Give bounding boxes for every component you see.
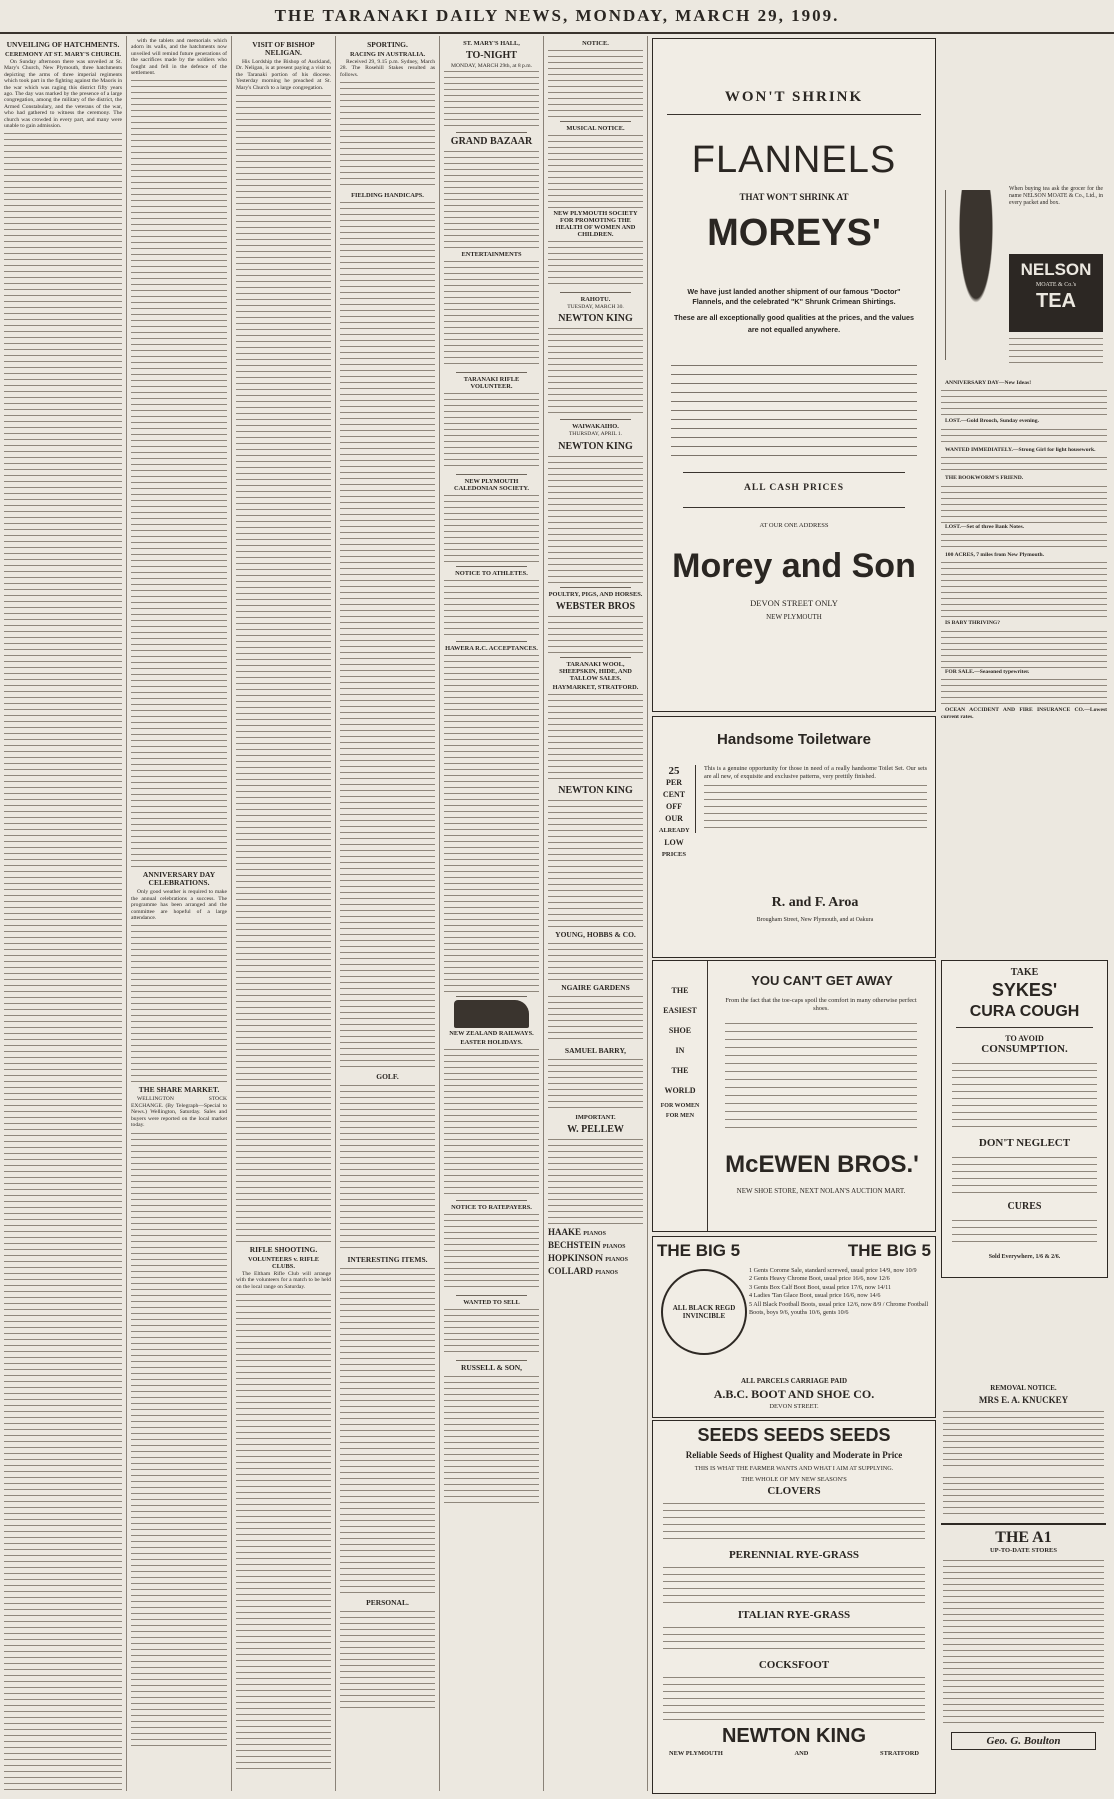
ad-brand: SYKES' [991, 980, 1058, 1000]
classified-filler [941, 532, 1107, 552]
discount-word: PRICES [661, 851, 687, 858]
ad-footer: ALL PARCELS CARRIAGE PAID [740, 1377, 848, 1385]
ad-title: WANTED TO SELL [463, 1299, 520, 1307]
article-subheading: VOLUNTEERS v. RIFLE CLUBS. [247, 1256, 320, 1271]
ad-subtitle-3: THE WHOLE OF MY NEW SEASON'S [741, 1476, 847, 1483]
ad-street: DEVON STREET. [769, 1403, 819, 1410]
column-text-block [340, 1083, 435, 1253]
column-text-block [131, 1131, 227, 1751]
sykes-cura-cough-ad [941, 960, 1108, 1278]
removal-name: MRS E. A. KNUCKEY [978, 1395, 1069, 1405]
column-text-block [548, 1057, 643, 1112]
ad-cures: CURES [1007, 1201, 1042, 1212]
ad-date: THURSDAY, APRIL 1. [568, 431, 623, 438]
price-list [671, 362, 917, 462]
article-heading: GOLF. [376, 1072, 399, 1082]
tea-word: TEA [1036, 290, 1076, 312]
location-new-plymouth: NEW PLYMOUTH [669, 1750, 723, 1757]
article-heading: RIFLE SHOOTING. [249, 1245, 318, 1255]
classified-item: IS BABY THRIVING? [945, 620, 1001, 627]
column-6 [548, 38, 643, 1790]
discount-word: PER [666, 778, 682, 787]
ad-filler [663, 1501, 925, 1545]
discount-word: LOW [664, 838, 684, 847]
ad-title: SAMUEL BARRY, [564, 1045, 627, 1055]
ad-filler [663, 1565, 925, 1605]
column-text-block [548, 798, 643, 928]
ad-title: TO-NIGHT [466, 50, 517, 61]
ad-flannels: FLANNELS [691, 139, 897, 181]
product-item: 1 Gents Corome Sale, standard screwed, usual price 14/9, now 10/9 [749, 1267, 917, 1274]
piano-brand: COLLARD PIANOS [548, 1265, 618, 1276]
classified-filler [941, 560, 1107, 620]
ad-title: ENTERTAINMENTS [461, 251, 522, 259]
location-and: AND [794, 1750, 809, 1757]
tea-packet [1009, 254, 1103, 332]
column-text-block [548, 692, 643, 782]
column-3 [236, 38, 331, 1790]
column-text-block [548, 326, 643, 416]
piano-brand: BECHSTEIN PIANOS [548, 1239, 626, 1250]
piano-brand: HAAKE PIANOS [548, 1226, 606, 1237]
ad-body: We have just landed another shipment of our famous "Doctor" Flannels, and the celebrated "K" Shrunk Crimean Shirtings. [687, 287, 901, 306]
ad-filler [663, 1675, 925, 1721]
ad-product: CURA COUGH [969, 1003, 1080, 1020]
column-text-block [340, 80, 435, 190]
woman-illustration [945, 190, 1006, 360]
ad-title: TARANAKI WOOL, SHEEPSKIN, HIDE, AND TALLOW SALES. [559, 660, 632, 682]
column-text-block [131, 78, 227, 868]
article-subheading: FIELDING HANDICAPS. [351, 192, 424, 200]
classified-filler [943, 1475, 1104, 1519]
ad-firm: NEWTON KING [721, 1725, 867, 1747]
big5-boot-ad [652, 1236, 936, 1418]
classified-item: WANTED IMMEDIATELY.—Strong Girl for light housework. [945, 446, 1096, 453]
seeds-ad [652, 1420, 936, 1794]
column-text-block [236, 93, 331, 1243]
invincible-stamp-icon: ALL BLACK REGD INVINCIBLE [661, 1269, 747, 1355]
ad-locations [669, 1750, 919, 1757]
shoe-sidebar [657, 981, 703, 1121]
a1-filler [943, 1558, 1104, 1728]
a1-title: THE A1 [941, 1523, 1106, 1547]
column-text-block [340, 1266, 435, 1596]
ad-title: HAYMARKET, STRATFORD. [552, 683, 639, 691]
classified-item: LOST.—Gold Brooch, Sunday evening. [945, 418, 1039, 425]
ad-firm: R. and F. Aroa [771, 895, 859, 910]
ad-title: Handsome Toiletware [717, 731, 871, 748]
column-text-block [340, 200, 435, 1070]
discount-sidebar [659, 765, 689, 861]
ad-brand: MOREYS' [707, 212, 881, 254]
ad-title: NOTICE. [582, 40, 609, 47]
column-1 [4, 38, 122, 1790]
sidebar-word: WORLD [664, 1086, 696, 1095]
ad-header [657, 1241, 931, 1261]
ad-title: WEBSTER BROS [555, 600, 636, 612]
column-4 [340, 38, 435, 1790]
ad-title: RUSSELL & SON, [460, 1363, 523, 1373]
sidebar-word: SHOE [668, 1026, 692, 1035]
ad-title: SEEDS SEEDS SEEDS [697, 1425, 891, 1445]
classified-item: ANNIVERSARY DAY—New Ideas! [945, 380, 1032, 386]
sidebar-word: THE [671, 986, 689, 995]
ad-headline: YOU CAN'T GET AWAY [751, 973, 893, 988]
column-rule [543, 36, 544, 1791]
divider [707, 961, 708, 1231]
sidebar-word: FOR WOMEN FOR MEN [660, 1103, 700, 1119]
ad-title: RAHOTU. [580, 296, 611, 303]
a1-subtitle: UP-TO-DATE STORES [989, 1547, 1057, 1554]
seed-cocksfoot: COCKSFOOT [758, 1659, 830, 1671]
ad-subtitle: EASTER HOLIDAYS. [460, 1039, 523, 1047]
article-body: The Eltham Rifle Club will arrange with the volunteers for a match to be held on the local range on Saturday. [236, 1271, 331, 1290]
ad-title: ST. MARY'S HALL, [463, 40, 520, 47]
discount-word: OFF [666, 802, 682, 811]
column-rule [231, 36, 232, 1791]
article-body: Received 29, 9.15 p.m. Sydney, March 28. The Rosehill Stakes resulted as follows. [340, 59, 435, 78]
column-text-block [444, 653, 539, 993]
column-text-block [548, 614, 643, 654]
seed-rye: PERENNIAL RYE-GRASS [728, 1549, 860, 1561]
piano-brand: HOPKINSON PIANOS [548, 1252, 628, 1263]
ad-text: From the fact that the toe-caps spoil the comfort in many otherwise perfect shoes. [725, 997, 917, 1012]
ad-filler [725, 1021, 917, 1131]
ad-title: NEW PLYMOUTH CALEDONIAN SOCIETY. [453, 478, 530, 493]
classified-item: FOR SALE.—Seasoned typewriter. [945, 668, 1030, 675]
article-body: Only good weather is required to make the annual celebrations a success. The programme has been arranged and the committee are hopeful of a large attendance. [131, 889, 227, 922]
column-text-block [548, 239, 643, 289]
ad-filler [663, 1625, 925, 1655]
ad-filler [704, 783, 927, 833]
ad-title: NEWTON KING [558, 313, 633, 325]
ad-neglect: DON'T NEGLECT [978, 1137, 1071, 1149]
ad-cash: ALL CASH PRICES [744, 483, 844, 493]
column-text-block [444, 259, 539, 369]
column-text-block [444, 1212, 539, 1292]
ad-address: NEW SHOE STORE, NEXT NOLAN'S AUCTION MART. [736, 1187, 906, 1195]
article-heading: PERSONAL. [366, 1598, 409, 1608]
column-2 [131, 38, 227, 1790]
column-text-block [444, 493, 539, 563]
right-lower-ads [941, 1384, 1106, 1792]
classified-item: OCEAN ACCIDENT AND FIRE INSURANCE CO.—Lowest current rates. [941, 707, 1107, 720]
ad-title: NEW PLYMOUTH SOCIETY FOR PROMOTING THE HEALTH OF WOMEN AND CHILDREN. [553, 210, 638, 238]
classified-filler [941, 629, 1107, 669]
removal-title: REMOVAL NOTICE. [990, 1384, 1057, 1392]
column-rule [335, 36, 336, 1791]
ad-firm: Morey and Son [672, 547, 916, 585]
discount-word: ALREADY [659, 827, 690, 834]
location-stratford: STRATFORD [880, 1750, 919, 1757]
ad-street: DEVON STREET ONLY [750, 598, 838, 608]
discount-word: OUR [665, 814, 683, 823]
ad-title-right: THE BIG 5 [847, 1241, 931, 1260]
ad-consumption: CONSUMPTION. [981, 1043, 1068, 1055]
ad-title: GRAND BAZAAR [450, 136, 533, 148]
column-text-block [4, 131, 122, 1790]
ad-body-2: These are all exceptionally good qualities at the prices, and the values are not equalled anywhere. [673, 313, 915, 334]
ad-body: This is a genuine opportunity for those in need of a really handsome Toilet Set. Our sets are all new, of exquisite and exclusive patterns, very prettily finished. [695, 765, 927, 833]
ad-filler [952, 1155, 1097, 1195]
ad-title: NOTICE TO ATHLETES. [455, 570, 528, 578]
column-text-block [548, 454, 643, 584]
railway-engine-illustration [454, 1000, 529, 1028]
ad-take: TAKE [1010, 967, 1039, 978]
product-item: 5 All Black Football Boots, usual price 12/6, now 8/9 / Chrome Football Boots, boys 9/6, youths 10/6, gents 10/6 [749, 1300, 929, 1317]
classified-item: LOST.—Set of three Bank Notes. [945, 523, 1025, 530]
article-heading: ANNIVERSARY DAY CELEBRATIONS. [142, 870, 216, 888]
sidebar-word: IN [675, 1046, 685, 1055]
nelson-tea-ad [941, 184, 1106, 376]
column-text-block [548, 994, 643, 1044]
article-heading: INTERESTING ITEMS. [347, 1255, 428, 1265]
column-rule [439, 36, 440, 1791]
column-text-block [131, 923, 227, 1083]
article-body: WELLINGTON STOCK EXCHANGE. (By Telegraph—Special to News.) Wellington, Saturday. Sales and buyers were reported on the local market today. [131, 1096, 227, 1129]
removal-filler [943, 1409, 1104, 1471]
masthead: THE TARANAKI DAILY NEWS, MONDAY, MARCH 29, 1909. [0, 6, 1114, 34]
ad-title: W. PELLEW [567, 1123, 624, 1135]
ad-title: NEW ZEALAND RAILWAYS. [449, 1030, 534, 1038]
article-body: His Lordship the Bishop of Auckland, Dr. Neligan, is at present paying a visit to the Taranaki portion of his diocese. Yesterday morning he preached at St. Mary's Church to a large congregation. [236, 59, 331, 91]
tea-ad-text: When buying tea ask the grocer for the name NELSON MOATE & Co., Ltd., in every packet and box. [1009, 186, 1103, 206]
discount-word: 25 [668, 765, 680, 777]
classified-filler [941, 484, 1107, 524]
column-text-block [444, 1047, 539, 1197]
sidebar-word: EASIEST [663, 1006, 697, 1015]
ad-title: WAIWAKAIHO. [572, 423, 619, 431]
column-text-block [340, 1609, 435, 1709]
ad-title: HAWERA R.C. ACCEPTANCES. [445, 645, 538, 653]
toiletware-ad [652, 716, 936, 958]
column-rule [647, 36, 648, 1791]
article-subheading: CEREMONY AT ST. MARY'S CHURCH. [5, 51, 121, 58]
ad-title: TARANAKI RIFLE VOLUNTEER. [463, 376, 520, 391]
ad-title: NOTICE TO RATEPAYERS. [451, 1204, 532, 1212]
column-5 [444, 38, 539, 1790]
discount-word: CENT [662, 790, 686, 799]
product-list [749, 1267, 929, 1317]
article-subheading: RACING IN AUSTRALIA. [349, 51, 426, 58]
seed-italian: ITALIAN RYE-GRASS [737, 1609, 851, 1621]
moreys-flannels-ad [652, 38, 936, 712]
column-text-block [548, 48, 643, 118]
tea-sub: MOATE & Co.'s [1035, 282, 1077, 288]
sidebar-word: THE [671, 1066, 689, 1075]
tea-ad-filler [1009, 336, 1103, 366]
product-item: 3 Gents Box Calf Boot Boot, usual price 17/6, now 14/11 [749, 1283, 892, 1291]
piano-list [548, 1227, 643, 1279]
column-text-block [444, 578, 539, 638]
article-heading: UNVEILING OF HATCHMENTS. [6, 40, 120, 49]
column-text-block [444, 1374, 539, 1504]
column-text-block [444, 149, 539, 249]
ad-title: POULTRY, PIGS, AND HORSES. [548, 590, 643, 598]
classified-filler [941, 388, 1107, 418]
ad-title: NEWTON KING [558, 440, 633, 452]
classified-filler [941, 455, 1107, 475]
product-item: 2 Gents Heavy Chrome Boot, usual price 16/6, now 12/6 [749, 1275, 890, 1283]
ad-title: NEWTON KING [558, 784, 633, 796]
classified-filler [941, 427, 1107, 447]
classified-filler [941, 677, 1107, 707]
ad-title: YOUNG, HOBBS & CO. [555, 929, 636, 939]
column-text-block [548, 1137, 643, 1227]
seed-clovers: CLOVERS [767, 1485, 821, 1497]
a1-firm: Geo. G. Boulton [951, 1732, 1096, 1750]
classified-item: 100 ACRES, 7 miles from New Plymouth. [945, 552, 1045, 559]
ad-title: NGAIRE GARDENS [561, 982, 630, 992]
ad-date: TUESDAY, MARCH 30. [567, 304, 624, 310]
column-text-block [548, 941, 643, 981]
ad-headline: WON'T SHRINK [724, 89, 864, 105]
article-heading: THE SHARE MARKET. [138, 1085, 220, 1095]
ad-to-avoid: TO AVOID [1005, 1034, 1044, 1043]
ad-subtitle: Reliable Seeds of Highest Quality and Moderate in Price [685, 1450, 903, 1460]
column-text-block [444, 391, 539, 471]
article-heading: SPORTING. [367, 40, 408, 49]
classified-item: THE BOOKWORM'S FRIEND. [945, 475, 1024, 482]
ad-date: MONDAY, MARCH 29th, at 8 p.m. [451, 63, 532, 69]
ad-address: Brougham Street, New Plymouth, and at Oakura [756, 917, 874, 923]
product-item: 4 Ladies 'Tan Glace Boot, usual price 16/6, now 14/6 [749, 1292, 881, 1300]
ad-address-lead: AT OUR ONE ADDRESS [759, 522, 829, 529]
ad-price: Sold Everywhere, 1/6 & 2/6. [988, 1254, 1061, 1260]
ad-town: NEW PLYMOUTH [766, 613, 822, 621]
ad-tagline: THAT WON'T SHRINK AT [739, 192, 849, 202]
column-text-block [548, 133, 643, 208]
article-body: On Sunday afternoon there was unveiled at St. Mary's Church, New Plymouth, three hatchments depicting the arms of three imperial regiments which took part in the fighting against the Maoris in the war which was raging this district fifty years ago. The day was marked by the presence of a large congregation, among the military of the district, the Armed Constabulary, and the veterans of the war, who had gathered to witness the ceremony. The church was crowded in every part, and many were unable to gain admission. [4, 59, 122, 130]
column-text-block [236, 1292, 331, 1772]
mcewen-shoe-ad [652, 960, 936, 1232]
article-heading: VISIT OF BISHOP NELIGAN. [252, 40, 315, 57]
ad-title: IMPORTANT. [575, 1113, 616, 1121]
ad-subtitle-2: THIS IS WHAT THE FARMER WANTS AND WHAT I AIM AT SUPPLYING. [694, 1465, 894, 1472]
column-rule [126, 36, 127, 1791]
ad-title: MUSICAL NOTICE. [566, 125, 625, 132]
column-text-block [444, 1307, 539, 1357]
column-text-block [444, 69, 539, 129]
ad-title-left: THE BIG 5 [657, 1241, 741, 1260]
ad-brand: McEWEN BROS.' [725, 1151, 919, 1178]
ad-firm: A.B.C. BOOT AND SHOE CO. [713, 1387, 875, 1401]
tea-brand: NELSON [1020, 260, 1092, 279]
article-body: with the tablets and memorials which adorn its walls, and the hatchments now unveiled will remind future generations of the sacrifices made by the soldiers who fought and fell in the defence of the settlement. [131, 38, 227, 77]
ad-filler [952, 1061, 1097, 1131]
ad-filler [952, 1218, 1097, 1248]
